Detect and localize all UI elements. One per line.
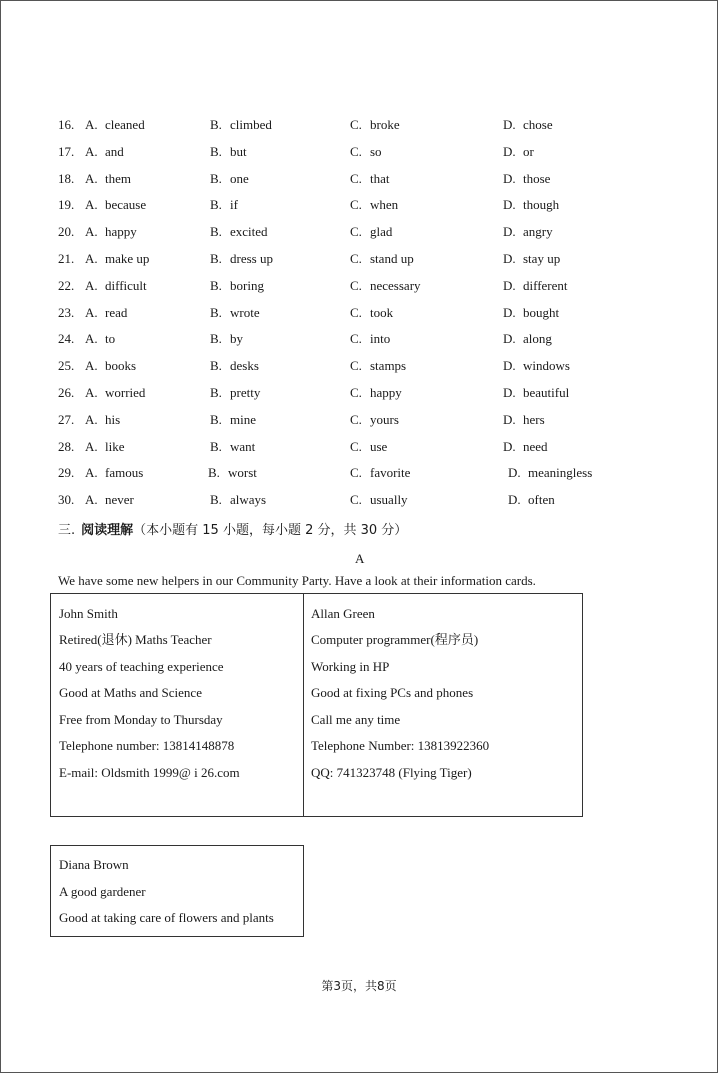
card-line: Good at Maths and Science [59, 685, 202, 700]
option-letter: D. [508, 465, 521, 481]
option-a [85, 249, 149, 269]
option-letter: D. [503, 170, 516, 186]
option-c [350, 356, 406, 376]
option-letter: B. [210, 492, 222, 508]
option-letter: B. [210, 385, 222, 400]
option-letter: C. [350, 492, 362, 508]
option-a [85, 356, 136, 376]
option-text: took [370, 304, 394, 320]
section-note: （本小题有 15 小题，每小题 2 分，共 30 分） [133, 523, 408, 538]
option-letter: A. [85, 331, 98, 347]
question-number: 24. [58, 331, 75, 347]
option-letter: B. [210, 224, 222, 240]
option-a [85, 303, 127, 323]
option-text: chose [523, 117, 553, 132]
option-text: always [230, 492, 267, 508]
option-text: bought [523, 304, 560, 320]
section-number: 三. [58, 523, 76, 538]
card-line: E-mail: Oldsmith 1999@ i 26.com [59, 765, 240, 780]
option-letter: B. [210, 197, 222, 213]
option-c [350, 115, 400, 135]
option-text: meaningless [528, 465, 593, 481]
card-line: Good at fixing PCs and phones [311, 685, 474, 700]
option-text: boring [230, 277, 264, 293]
option-c [350, 490, 408, 510]
card-line: Computer programmer(程序员) [311, 632, 479, 647]
option-a [85, 195, 146, 215]
option-d [503, 410, 545, 430]
question-number: 26. [58, 385, 75, 400]
option-b [210, 195, 238, 215]
option-letter: D. [508, 492, 521, 508]
option-letter: C. [350, 304, 362, 320]
card-line: Retired(退休) Maths Teacher [59, 632, 212, 647]
option-a [85, 490, 134, 510]
option-b [210, 410, 256, 430]
question-number: 21. [58, 251, 75, 266]
option-text: usually [370, 492, 408, 508]
option-letter: B. [210, 143, 222, 159]
question-number: 28. [58, 438, 75, 454]
option-text: books [105, 358, 137, 374]
card-line: A good gardener [59, 884, 146, 899]
option-text: that [370, 170, 390, 186]
option-text: so [370, 143, 382, 159]
option-text: angry [523, 224, 553, 240]
option-text: happy [370, 385, 402, 400]
question-number: 19. [58, 197, 75, 213]
option-a [85, 410, 120, 430]
option-text: like [105, 438, 125, 454]
option-letter: A. [85, 277, 98, 293]
option-b [210, 383, 260, 403]
option-letter: C. [350, 170, 362, 186]
option-b [210, 169, 249, 189]
option-letter: C. [350, 411, 362, 427]
option-text: want [230, 438, 256, 454]
option-b [210, 142, 247, 162]
option-letter: A. [85, 304, 98, 320]
passage-label: A [355, 551, 365, 566]
option-text: stand up [370, 251, 414, 266]
option-c [350, 142, 382, 162]
option-b [208, 463, 257, 483]
option-letter: B. [210, 331, 222, 347]
option-text: excited [230, 224, 268, 240]
option-letter: A. [85, 465, 98, 481]
option-letter: A. [85, 251, 98, 266]
option-c [350, 410, 399, 430]
option-letter: A. [85, 224, 98, 240]
option-text: never [105, 492, 134, 508]
option-text: favorite [370, 465, 411, 481]
option-text: necessary [370, 277, 421, 293]
option-a [85, 383, 145, 403]
question-number: 25. [58, 358, 75, 374]
option-letter: B. [210, 438, 222, 454]
option-c [350, 169, 390, 189]
option-d [508, 490, 555, 510]
option-letter: D. [503, 117, 516, 132]
option-letter: B. [210, 358, 222, 374]
option-d [503, 195, 559, 215]
option-c [350, 383, 402, 403]
option-d [503, 356, 570, 376]
option-d [508, 463, 592, 483]
card-line: Working in HP [311, 659, 390, 674]
option-letter: A. [85, 170, 98, 186]
option-a [85, 329, 115, 349]
option-b [210, 437, 255, 457]
option-text: broke [370, 117, 400, 132]
option-d [503, 222, 553, 242]
option-c [350, 195, 398, 215]
option-letter: D. [503, 251, 516, 266]
option-letter: C. [350, 197, 362, 213]
option-letter: A. [85, 358, 98, 374]
question-number: 27. [58, 411, 75, 427]
info-card-allan-green [303, 593, 583, 817]
option-letter: D. [503, 143, 516, 159]
option-letter: A. [85, 385, 98, 400]
option-b [210, 356, 259, 376]
option-text: cleaned [105, 117, 145, 132]
option-d [503, 303, 559, 323]
option-text: dress up [230, 251, 273, 266]
option-c [350, 303, 393, 323]
option-d [503, 383, 569, 403]
option-letter: C. [350, 331, 362, 347]
option-text: one [230, 170, 249, 186]
option-b [210, 303, 260, 323]
option-b [210, 329, 243, 349]
option-c [350, 437, 387, 457]
option-text: make up [105, 251, 150, 266]
option-c [350, 329, 390, 349]
option-b [210, 222, 268, 242]
option-text: worried [105, 385, 146, 400]
option-letter: B. [210, 117, 222, 132]
card-line: Good at taking care of flowers and plants [59, 910, 274, 925]
option-letter: D. [503, 304, 516, 320]
question-number: 22. [58, 277, 75, 293]
option-text: often [528, 492, 555, 508]
option-letter: A. [85, 492, 98, 508]
option-text: wrote [230, 304, 260, 320]
option-text: use [370, 438, 388, 454]
option-a [85, 142, 124, 162]
option-d [503, 329, 552, 349]
option-letter: D. [503, 277, 516, 293]
option-d [503, 249, 560, 269]
option-b [210, 249, 273, 269]
option-text: famous [105, 465, 144, 481]
question-number: 18. [58, 170, 75, 186]
option-text: them [105, 170, 131, 186]
option-text: desks [230, 358, 259, 374]
option-letter: A. [85, 143, 98, 159]
option-b [210, 490, 266, 510]
info-card-diana-brown [50, 845, 304, 937]
option-text: those [523, 170, 551, 186]
option-letter: D. [503, 224, 516, 240]
option-a [85, 222, 137, 242]
option-letter: B. [210, 411, 222, 427]
card-name: Diana Brown [59, 857, 129, 872]
option-a [85, 437, 125, 457]
option-text: mine [230, 411, 256, 427]
option-text: but [230, 143, 247, 159]
option-text: and [105, 143, 124, 159]
option-b [210, 276, 264, 296]
option-text: yours [370, 411, 399, 427]
option-letter: C. [350, 117, 362, 132]
option-letter: D. [503, 411, 516, 427]
card-line: QQ: 741323748 (Flying Tiger) [311, 765, 472, 780]
option-text: beautiful [523, 385, 570, 400]
question-number: 23. [58, 304, 75, 320]
option-text: to [105, 331, 116, 347]
question-number: 17. [58, 143, 75, 159]
option-a [85, 463, 143, 483]
card-line: Telephone Number: 13813922360 [311, 738, 490, 753]
option-letter: C. [350, 277, 362, 293]
question-number: 16. [58, 117, 75, 132]
option-text: when [370, 197, 399, 213]
option-text: happy [105, 224, 137, 240]
option-a [85, 276, 147, 296]
passage-intro: We have some new helpers in our Community Party. Have a look at their information cards. [58, 573, 536, 588]
question-number: 30. [58, 492, 75, 508]
info-card-john-smith [50, 593, 304, 817]
option-letter: C. [350, 224, 362, 240]
option-letter: C. [350, 385, 362, 400]
option-text: climbed [230, 117, 272, 132]
section-heading: 阅读理解 [81, 523, 134, 538]
option-text: by [230, 331, 243, 347]
option-text: glad [370, 224, 393, 240]
section-title [58, 521, 407, 541]
option-letter: D. [503, 385, 516, 400]
option-d [503, 115, 553, 135]
option-letter: D. [503, 438, 516, 454]
page-footer: 第3页，共8页 [321, 979, 397, 993]
option-letter: C. [350, 358, 362, 374]
option-letter: D. [503, 331, 516, 347]
option-c [350, 249, 414, 269]
option-text: because [105, 197, 147, 213]
option-text: need [523, 438, 548, 454]
option-a [85, 115, 145, 135]
option-text: hers [523, 411, 545, 427]
option-c [350, 463, 410, 483]
option-letter: A. [85, 197, 98, 213]
option-d [503, 142, 534, 162]
option-text: along [523, 331, 552, 347]
card-line: Free from Monday to Thursday [59, 712, 223, 727]
option-letter: A. [85, 411, 98, 427]
card-name: Allan Green [311, 606, 375, 621]
option-c [350, 276, 421, 296]
option-letter: C. [350, 438, 362, 454]
option-letter: B. [210, 251, 222, 266]
option-b [210, 115, 272, 135]
option-text: his [105, 411, 121, 427]
option-d [503, 437, 548, 457]
option-letter: B. [210, 170, 222, 186]
option-d [503, 169, 550, 189]
option-letter: C. [350, 143, 362, 159]
option-letter: A. [85, 117, 98, 132]
option-text: into [370, 331, 391, 347]
option-text: if [230, 197, 238, 213]
option-letter: D. [503, 358, 516, 374]
option-text: different [523, 277, 568, 293]
option-text: stay up [523, 251, 561, 266]
card-line: Telephone number: 13814148878 [59, 738, 235, 753]
option-text: stamps [370, 358, 407, 374]
option-text: read [105, 304, 128, 320]
option-text: windows [523, 358, 570, 374]
option-letter: D. [503, 197, 516, 213]
option-letter: B. [208, 465, 220, 481]
option-letter: B. [210, 304, 222, 320]
option-text: difficult [105, 277, 147, 293]
card-line: 40 years of teaching experience [59, 659, 224, 674]
option-text: or [523, 143, 534, 159]
card-name: John Smith [59, 606, 118, 621]
option-d [503, 276, 568, 296]
option-c [350, 222, 392, 242]
option-a [85, 169, 131, 189]
option-letter: C. [350, 251, 362, 266]
option-letter: A. [85, 438, 98, 454]
option-letter: C. [350, 465, 362, 481]
option-letter: B. [210, 277, 222, 293]
question-number: 20. [58, 224, 75, 240]
option-text: worst [228, 465, 257, 481]
card-line: Call me any time [311, 712, 401, 727]
option-text: though [523, 197, 560, 213]
question-number: 29. [58, 465, 75, 481]
option-text: pretty [230, 385, 261, 400]
